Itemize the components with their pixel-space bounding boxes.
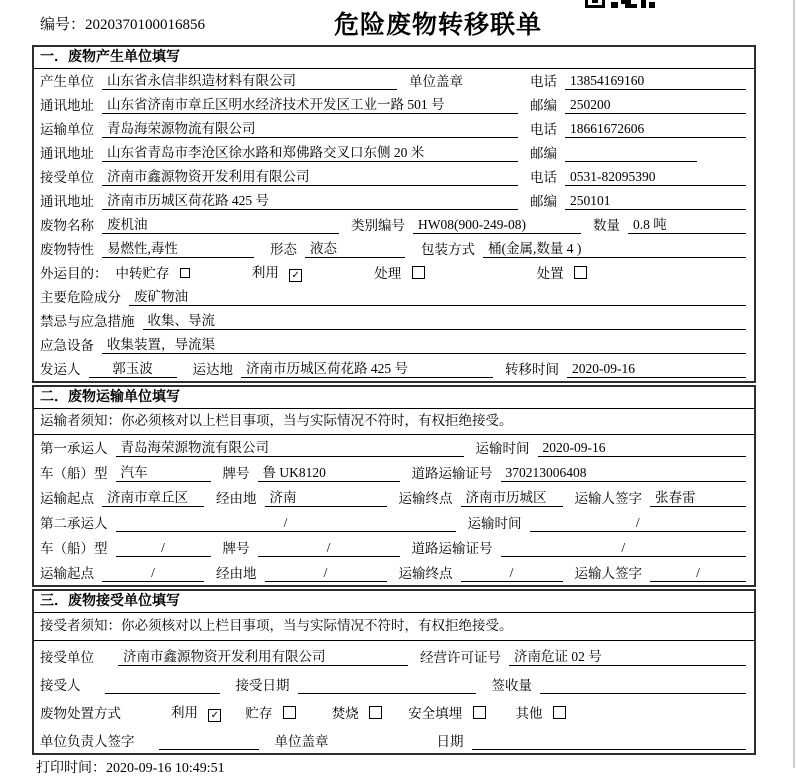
- permit-label: 道路运输证号: [411, 466, 493, 481]
- carrier-sign2-value: /: [650, 565, 746, 582]
- equipment-row: [34, 333, 754, 357]
- acceptor-value: [105, 677, 220, 694]
- accept-unit-row: [34, 641, 754, 669]
- carrier-sign-label: 运输人签字: [574, 566, 642, 581]
- route1-row: [34, 485, 754, 510]
- vehicle2-row: [34, 535, 754, 560]
- producer-label: 产生单位: [40, 74, 94, 89]
- checkbox-disposal-store: [283, 706, 296, 719]
- print-time-line: [32, 757, 756, 777]
- permit-label: 道路运输证号: [411, 541, 493, 556]
- vehicle-label: 车（船）型: [40, 466, 108, 481]
- carrier1-value: 青岛海荣源物流有限公司: [116, 440, 464, 457]
- carrier2-label: 第二承运人: [40, 516, 108, 531]
- transporter-zip-group: [530, 145, 746, 162]
- phone-label: 电话: [530, 122, 557, 137]
- serial-value: 2020370100016856: [85, 17, 206, 33]
- taboo-value: 收集、导流: [143, 313, 747, 330]
- permit1-value: 370213006408: [501, 465, 747, 482]
- hazard-value: 废矿物油: [129, 289, 746, 306]
- option-label: 安全填埋: [408, 706, 463, 721]
- purpose-option-use: [252, 264, 302, 282]
- receiver-label: 接受单位: [40, 170, 94, 185]
- qty-label: 数量: [593, 218, 620, 233]
- receiver-address-row: [34, 189, 754, 213]
- chief-sign-label: 单位负责人签字: [40, 734, 135, 749]
- receiver-value: 济南市鑫源物资开发利用有限公司: [102, 169, 518, 186]
- received-qty-value: [540, 677, 746, 694]
- qr-code-fragment: [585, 0, 655, 9]
- phone-label: 电话: [530, 170, 557, 185]
- address-label: 通讯地址: [40, 146, 94, 161]
- transporter-phone-group: [530, 121, 746, 138]
- receiver-zip-value: 250101: [565, 193, 746, 210]
- section-producer-title: 一．废物产生单位填写: [34, 47, 754, 69]
- producer-address-value: 山东省济南市章丘区明水经济技术开发区工业一路 501 号: [102, 97, 518, 114]
- plate2-value: /: [258, 540, 400, 557]
- transporter-zip-value: [565, 145, 697, 162]
- print-time-label: 打印时间：: [36, 761, 106, 776]
- purpose-option-transfer-storage: [116, 265, 190, 282]
- hazard-label: 主要危险成分: [40, 290, 121, 305]
- terminal-label: 运输终点: [398, 566, 453, 581]
- section-transporter: [32, 385, 756, 587]
- carrier-sign-label: 运输人签字: [574, 491, 642, 506]
- section-receiver: [32, 589, 756, 755]
- section-transporter-title: 二．废物运输单位填写: [34, 387, 754, 409]
- transport-time-label: 运输时间: [467, 516, 522, 531]
- taboo-row: [34, 309, 754, 333]
- acceptor-row: [34, 669, 754, 697]
- disposal-option-store: [245, 705, 295, 722]
- producer-phone-value: 13854169160: [565, 73, 746, 90]
- checkbox-disposal-incinerate: [369, 706, 382, 719]
- accept-date-label: 接受日期: [235, 678, 290, 693]
- date-value: [472, 733, 747, 750]
- transport-time2-value: /: [530, 515, 747, 532]
- waste-traits-row: [34, 237, 754, 261]
- permit2-value: /: [501, 540, 747, 557]
- serial-label: 编号：: [40, 17, 86, 33]
- waste-name-label: 废物名称: [40, 218, 94, 233]
- traits-value: 易燃性,毒性: [102, 241, 254, 258]
- packing-label: 包装方式: [421, 242, 475, 257]
- transporter-address-value: 山东省青岛市李沧区徐水路和郑佛路交叉口东侧 20 米: [102, 145, 518, 162]
- via1-value: 济南: [265, 490, 387, 507]
- transfer-time-label: 转移时间: [505, 362, 559, 377]
- receiver-phone-group: [530, 169, 746, 186]
- plate1-value: 鲁 UK8120: [258, 465, 400, 482]
- shipper-value: 郭玉波: [89, 361, 177, 378]
- acceptor-label: 接受人: [40, 678, 81, 693]
- serial-number-line: [40, 13, 205, 34]
- plate-label: 牌号: [222, 541, 250, 556]
- origin1-value: 济南市章丘区: [102, 490, 204, 507]
- disposal-option-landfill: [408, 705, 485, 722]
- checkbox-dispose: [574, 266, 587, 279]
- disposal-option-use: [171, 704, 221, 722]
- form-value: 液态: [305, 241, 405, 258]
- vehicle-label: 车（船）型: [40, 541, 108, 556]
- disposal-option-other: [516, 705, 566, 722]
- checkbox-disposal-use: ✓: [208, 709, 221, 722]
- category-label: 类别编号: [351, 218, 405, 233]
- terminal2-value: /: [461, 565, 563, 582]
- unit-seal-label: 单位盖章: [274, 734, 329, 749]
- print-time-value: 2020-09-16 10:49:51: [106, 761, 225, 776]
- plate-label: 牌号: [222, 466, 250, 481]
- carrier1-row: [34, 435, 754, 460]
- address-label: 通讯地址: [40, 98, 94, 113]
- transport-time-label: 运输时间: [475, 441, 530, 456]
- page-right-edge: [793, 0, 795, 768]
- producer-value: 山东省永信非织造材料有限公司: [102, 73, 397, 90]
- zip-label: 邮编: [530, 194, 557, 209]
- purpose-option-dispose: [537, 265, 587, 282]
- transfer-time-value: 2020-09-16: [567, 361, 746, 378]
- checkbox-use: ✓: [289, 269, 302, 282]
- zip-label: 邮编: [530, 98, 557, 113]
- accept-unit-label: 接受单位: [40, 650, 94, 665]
- received-qty-label: 签收量: [491, 678, 532, 693]
- receiver-address-value: 济南市历城区荷花路 425 号: [102, 193, 518, 210]
- producer-row: [34, 69, 754, 93]
- transport-time1-value: 2020-09-16: [538, 440, 747, 457]
- zip-label: 邮编: [530, 146, 557, 161]
- option-label: 处理: [374, 266, 402, 281]
- option-label: 利用: [251, 265, 279, 280]
- qty-value: 0.8 吨: [628, 217, 746, 234]
- vehicle1-row: [34, 460, 754, 485]
- carrier1-label: 第一承运人: [40, 441, 108, 456]
- traits-label: 废物特性: [40, 242, 94, 257]
- transporter-label: 运输单位: [40, 122, 94, 137]
- checkbox-transfer-storage: [180, 268, 190, 278]
- carrier2-value: /: [116, 515, 456, 532]
- checkbox-disposal-landfill: [473, 706, 486, 719]
- purpose-option-treat: [374, 265, 424, 282]
- via2-value: /: [265, 565, 387, 582]
- destination-label: 运达地: [192, 362, 233, 377]
- transporter-value: 青岛海荣源物流有限公司: [102, 121, 518, 138]
- chief-sign-row: [34, 725, 754, 753]
- origin2-value: /: [102, 565, 204, 582]
- address-label: 通讯地址: [40, 194, 94, 209]
- option-label: 处置: [536, 266, 564, 281]
- purpose-row: [34, 261, 754, 285]
- carrier2-row: [34, 510, 754, 535]
- unit-seal-label: 单位盖章: [409, 74, 463, 89]
- disposal-label: 废物处置方式: [40, 706, 121, 721]
- waste-name-value: 废机油: [102, 217, 339, 234]
- origin-label: 运输起点: [40, 491, 94, 506]
- accept-date-value: [298, 677, 476, 694]
- option-label: 利用: [171, 705, 198, 720]
- route2-row: [34, 560, 754, 585]
- option-label: 其他: [515, 706, 543, 721]
- producer-address-row: [34, 93, 754, 117]
- shipper-label: 发运人: [40, 362, 81, 377]
- option-label: 贮存: [245, 706, 273, 721]
- vehicle1-value: 汽车: [116, 465, 211, 482]
- receiver-phone-value: 0531-82095390: [565, 169, 746, 186]
- transporter-notice: 运输者须知：你必须核对以上栏目事项，当与实际情况不符时，有权拒绝接受。: [34, 409, 754, 435]
- option-label: 中转贮存: [115, 266, 170, 281]
- accept-unit-value: 济南市鑫源物资开发利用有限公司: [118, 649, 408, 666]
- page-title: 危险废物转移联单: [334, 12, 543, 39]
- checkbox-disposal-other: [553, 706, 566, 719]
- receiver-row: [34, 165, 754, 189]
- chief-sign-value: [159, 733, 259, 750]
- transporter-row: [34, 117, 754, 141]
- purpose-label: 外运目的：: [40, 266, 108, 281]
- section-producer: [32, 45, 756, 383]
- vehicle2-value: /: [116, 540, 211, 557]
- shipper-row: [34, 357, 754, 381]
- date-label: 日期: [436, 734, 464, 749]
- terminal1-value: 济南市历城区: [461, 490, 563, 507]
- producer-zip-value: 250200: [565, 97, 746, 114]
- phone-label: 电话: [530, 74, 557, 89]
- receiver-zip-group: [530, 193, 746, 210]
- disposal-row: [34, 697, 754, 725]
- waste-name-row: [34, 213, 754, 237]
- category-value: HW08(900-249-08): [413, 217, 581, 234]
- packing-value: 桶(金属,数量 4 ): [483, 241, 746, 258]
- via-label: 经由地: [216, 566, 257, 581]
- via-label: 经由地: [216, 491, 257, 506]
- producer-zip-group: [530, 97, 746, 114]
- carrier-sign1-value: 张春雷: [650, 490, 746, 507]
- option-label: 焚烧: [331, 706, 359, 721]
- disposal-option-incinerate: [332, 705, 382, 722]
- origin-label: 运输起点: [40, 566, 94, 581]
- hazard-row: [34, 285, 754, 309]
- equipment-label: 应急设备: [40, 338, 94, 353]
- terminal-label: 运输终点: [398, 491, 453, 506]
- license-value: 济南危证 02 号: [509, 649, 746, 666]
- receiver-notice: 接受者须知：你必须核对以上栏目事项，当与实际情况不符时，有权拒绝接受。: [34, 613, 754, 641]
- destination-value: 济南市历城区荷花路 425 号: [241, 361, 493, 378]
- checkbox-treat: [412, 266, 425, 279]
- license-label: 经营许可证号: [420, 650, 501, 665]
- transporter-address-row: [34, 141, 754, 165]
- transporter-phone-value: 18661672606: [565, 121, 746, 138]
- section-receiver-title: 三．废物接受单位填写: [34, 591, 754, 613]
- equipment-value: 收集装置，导流渠: [102, 337, 746, 354]
- producer-phone-group: [530, 73, 746, 90]
- form-body: [32, 45, 756, 777]
- form-label: 形态: [270, 242, 297, 257]
- taboo-label: 禁忌与应急措施: [40, 314, 135, 329]
